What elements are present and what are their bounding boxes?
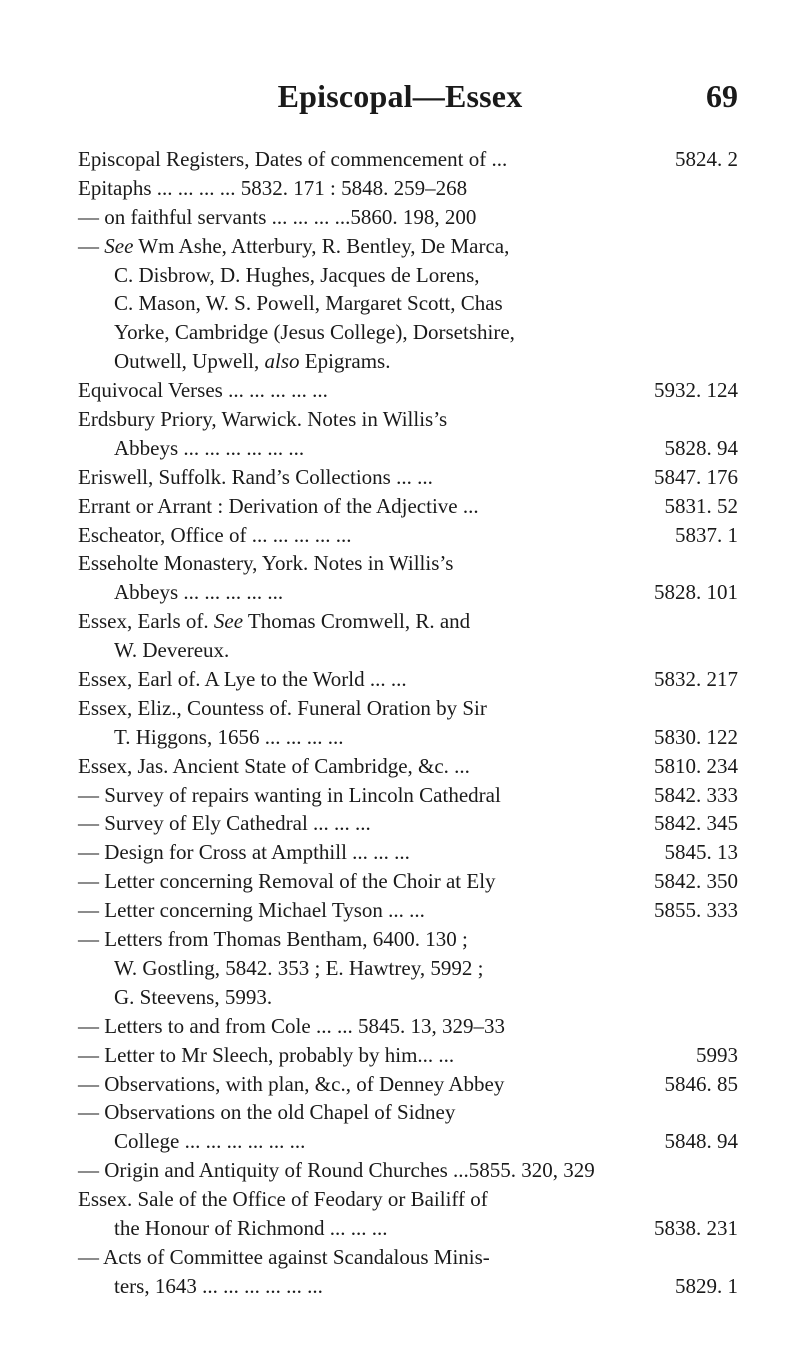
index-line-text: — Letters from Thomas Bentham, 6400. 130 ; [78,927,468,952]
index-line [78,867,738,896]
index-line [78,521,738,550]
index-line-ref: 5838. 231 [654,1215,738,1240]
index-line-text: Erdsbury Priory, Warwick. Notes in Willis’s [78,407,448,432]
index-line-text: Abbeys ... ... ... ... ... [114,580,284,605]
index-line-ref: 5810. 234 [654,753,738,778]
index-line [78,1012,738,1041]
index-line-text: — Origin and Antiquity of Round Churches ...5855. 320, 329 [78,1158,595,1183]
index-line-text: Errant or Arrant : Derivation of the Adjective ... [78,493,479,518]
index-line-ref: 5828. 94 [664,435,738,460]
index-line [78,376,738,405]
index-line-text: T. Higgons, 1656 ... ... ... ... [114,724,344,749]
page-header [0,78,800,118]
index-line-text: C. Disbrow, D. Hughes, Jacques de Lorens, [114,262,480,287]
index-line-text: Essex, Earls of. See Thomas Cromwell, R. and [78,609,471,634]
index-line-text: Eriswell, Suffolk. Rand’s Collections ... ... [78,464,433,489]
index-line-text: College ... ... ... ... ... ... [114,1129,306,1154]
index-line-text: — Survey of Ely Cathedral ... ... ... [78,811,371,836]
index-line [78,434,738,463]
index-line-text: Essex, Jas. Ancient State of Cambridge, &c. ... [78,753,470,778]
index-line-ref: 5846. 85 [664,1071,738,1096]
index-line-ref: 5830. 122 [654,724,738,749]
index-line-text: — Letter concerning Removal of the Choir at Ely [78,869,496,894]
index-line-ref: 5855. 333 [654,898,738,923]
index-line [78,1214,738,1243]
index-line [78,1098,738,1127]
index-line [78,232,738,261]
index-line-text: Essex. Sale of the Office of Feodary or Bailiff of [78,1187,488,1212]
index-line-text: — Acts of Committee against Scandalous Minis- [78,1244,490,1269]
index-line [78,578,738,607]
index-line [78,203,738,232]
index-line-ref: 5932. 124 [654,378,738,403]
index-line-ref: 5848. 94 [664,1129,738,1154]
index-line [78,694,738,723]
index-line-text: — See Wm Ashe, Atterbury, R. Bentley, De Marca, [78,233,510,258]
index-line-ref: 5824. 2 [675,147,738,171]
index-line-text: Abbeys ... ... ... ... ... ... [114,435,305,460]
index-line-text: — Observations on the old Chapel of Sidney [78,1100,456,1125]
index-line-ref: 5837. 1 [675,522,738,547]
index-line [78,983,738,1012]
index-line-ref: 5829. 1 [675,1273,738,1298]
index-line [78,607,738,636]
index-line-text: ters, 1643 ... ... ... ... ... ... [114,1273,323,1298]
index-line-text: Esseholte Monastery, York. Notes in Willis’s [78,551,454,576]
index-line [78,405,738,434]
index-line [78,1185,738,1214]
index-line-text: — on faithful servants ... ... ... ...5860. 198, 200 [78,204,477,229]
index-line [78,954,738,983]
index-line [78,318,738,347]
index-line [78,289,738,318]
index-line-text: G. Steevens, 5993. [114,984,273,1009]
index-line [78,492,738,521]
index-line [78,145,738,174]
index-line-text: W. Gostling, 5842. 353 ; E. Hawtrey, 5992 ; [114,955,484,980]
index-line-text: — Design for Cross at Ampthill ... ... ... [78,840,410,865]
index-line-text: Essex, Earl of. A Lye to the World ... ... [78,667,407,692]
index-line-text: — Letter concerning Michael Tyson ... ... [78,898,425,923]
index-line-ref: 5842. 345 [654,811,738,836]
index-line-text: Equivocal Verses ... ... ... ... ... [78,378,328,403]
index-line [78,809,738,838]
index-line-ref: 5993 [696,1042,738,1067]
index-line-text: — Letter to Mr Sleech, probably by him... ... [78,1042,455,1067]
index-line [78,925,738,954]
index-line-ref: 5831. 52 [664,493,738,518]
index-line [78,636,738,665]
index-entries [78,145,738,1301]
index-line [78,174,738,203]
index-line-text: — Letters to and from Cole ... ... 5845. 13, 329–33 [78,1013,505,1038]
index-line [78,752,738,781]
index-line-text: Escheator, Office of ... ... ... ... ... [78,522,352,547]
index-line-text: the Honour of Richmond ... ... ... [114,1215,388,1240]
index-line-text: Essex, Eliz., Countess of. Funeral Oration by Sir [78,695,487,720]
index-line [78,1272,738,1301]
page-number: 69 [706,78,738,114]
index-line [78,1041,738,1070]
index-line [78,549,738,578]
index-line-text: C. Mason, W. S. Powell, Margaret Scott, Chas [114,291,503,316]
index-line [78,665,738,694]
index-line [78,463,738,492]
index-line [78,723,738,752]
index-line-text: W. Devereux. [114,638,230,663]
index-line [78,896,738,925]
index-line-ref: 5832. 217 [654,667,738,692]
index-line-ref: 5845. 13 [664,840,738,865]
index-line [78,261,738,290]
index-line [78,1156,738,1185]
index-line-text: Epitaphs ... ... ... ... 5832. 171 : 5848. 259–268 [78,175,468,200]
index-line-ref: 5847. 176 [654,464,738,489]
index-line [78,781,738,810]
index-line-ref: 5842. 333 [654,782,738,807]
index-line-ref: 5828. 101 [654,580,738,605]
index-line [78,838,738,867]
index-line-text: Episcopal Registers, Dates of commencement of ... [78,147,508,171]
index-line [78,1127,738,1156]
index-line [78,1070,738,1099]
index-line [78,347,738,376]
index-line-text: Outwell, Upwell, also Epigrams. [114,349,391,374]
running-title: Episcopal—Essex [277,78,523,114]
index-line-ref: 5842. 350 [654,869,738,894]
index-line-text: — Survey of repairs wanting in Lincoln Cathedral [78,782,501,807]
index-line [78,1243,738,1272]
index-line-text: — Observations, with plan, &c., of Denney Abbey [78,1071,505,1096]
index-line-text: Yorke, Cambridge (Jesus College), Dorsetshire, [114,320,515,345]
